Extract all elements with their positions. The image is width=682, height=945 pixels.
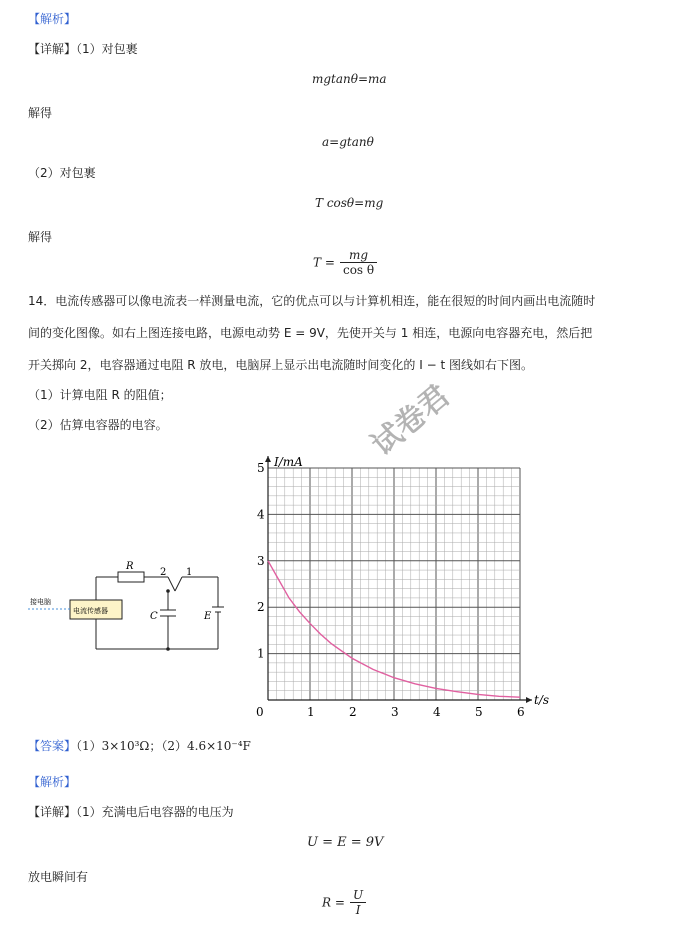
x-tick-label: 0	[256, 705, 264, 719]
eq4-denominator: cos θ	[340, 262, 377, 277]
analysis-tag: 【解析】	[28, 12, 77, 26]
x-tick-label: 4	[433, 705, 441, 719]
chart-grid	[268, 468, 520, 700]
detail-tag-2: 【详解】	[28, 805, 77, 819]
answer-tag: 【答案】	[28, 739, 77, 753]
question-2: （2）估算电容器的电容。	[28, 418, 168, 432]
sec2-line-2: 放电瞬间有	[28, 870, 89, 884]
solve-label-2: 解得	[28, 230, 53, 244]
x-tick-label: 6	[517, 705, 525, 719]
problem-line-2: 间的变化图像。如右上图连接电路，电源电动势 E = 9V，先使开关与 1 相连，电源向电容器充电，然后把	[28, 326, 593, 340]
eq4-lhs: T =	[313, 255, 335, 270]
eq4-numerator: mg	[349, 248, 369, 262]
part2-text: （2）对包裹	[28, 166, 96, 180]
x-tick-label: 1	[307, 705, 315, 719]
equation-4	[313, 248, 377, 277]
y-tick-label: 5	[257, 461, 265, 475]
x-axis-label: t/s	[534, 693, 550, 707]
question-1: （1）计算电阻 R 的阻值；	[28, 388, 172, 402]
detail-tag: 【详解】	[28, 42, 77, 56]
resistor-label: R	[126, 561, 134, 572]
problem-line-1: 14．电流传感器可以像电流表一样测量电流，它的优点可以与计算机相连，能在很短的时间内画出电流随时	[28, 294, 596, 308]
emf-label: E	[204, 611, 212, 622]
equation-1: mgtanθ=ma	[312, 72, 387, 86]
part1-text: （1）对包裹	[76, 42, 138, 56]
equation-6	[322, 888, 366, 917]
y-tick-label: 3	[257, 553, 265, 568]
x-tick-label: 3	[391, 705, 399, 719]
equation-2: a=gtanθ	[322, 135, 374, 149]
y-axis-arrow	[265, 456, 271, 462]
capacitor-label: C	[150, 611, 158, 622]
detail-line	[28, 40, 138, 57]
sec2-line-1: （1）充满电后电容器的电压为	[76, 805, 234, 819]
solve-label-1: 解得	[28, 106, 53, 120]
problem-line-3: 开关掷向 2，电容器通过电阻 R 放电，电脑屏上显示出电流随时间变化的 I − t 图线如右下图。	[28, 358, 533, 372]
x-tick-label: 2	[349, 705, 357, 719]
answer-line	[28, 737, 251, 754]
answer-text: （1）3×10³Ω；（2）4.6×10⁻⁴F	[76, 739, 251, 753]
watermark: 试卷君	[365, 378, 457, 463]
computer-label: 接电脑	[30, 598, 51, 606]
y-axis-label: I/mA	[274, 455, 303, 469]
eq6-fraction	[350, 888, 366, 917]
current-time-chart	[240, 448, 560, 720]
sensor-label: 电流传感器	[73, 607, 108, 615]
eq6-lhs: R =	[322, 895, 345, 910]
analysis-tag-2: 【解析】	[28, 775, 77, 789]
equation-3: T cosθ=mg	[315, 196, 384, 210]
y-tick-label: 1	[257, 646, 265, 661]
switch-pos-1: 1	[186, 567, 193, 578]
eq6-denominator: I	[350, 902, 366, 917]
resistor-symbol	[118, 572, 144, 582]
detail-line-2	[28, 803, 234, 820]
circuit-diagram	[28, 555, 238, 660]
y-tick-label: 4	[257, 507, 265, 522]
x-tick-label: 5	[475, 705, 483, 719]
y-tick-label: 2	[257, 600, 265, 615]
eq4-fraction	[340, 248, 377, 277]
equation-5: U = E = 9V	[307, 835, 384, 850]
eq6-numerator: U	[353, 888, 364, 902]
switch-pos-2: 2	[160, 567, 167, 578]
x-axis-arrow	[526, 697, 532, 703]
